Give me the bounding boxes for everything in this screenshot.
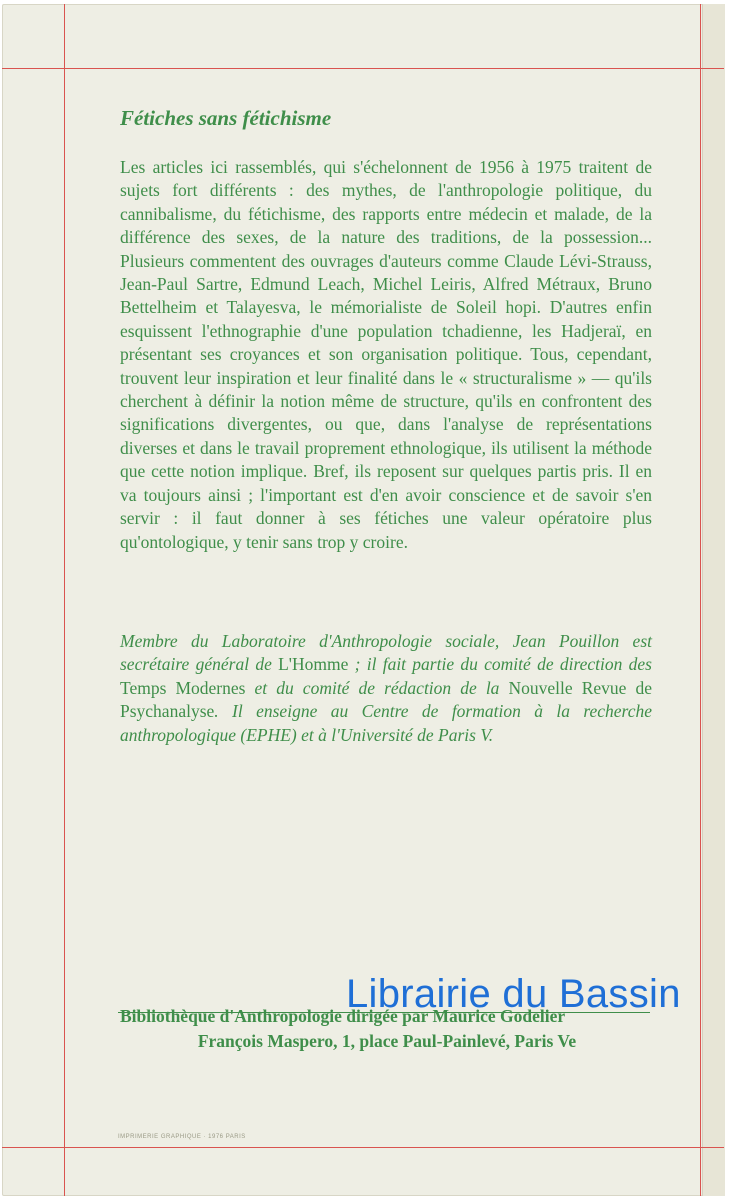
book-description: Les articles ici rassemblés, qui s'échelonnent de 1956 à 1975 traitent de sujets fort différents : des mythes, de l'anthropologie politique, du cannibalisme, du fétichisme, des rapports entre médecin et malade, de la différence des sexes, de la nature des traditions, de la possession... Plusieurs commentent des ouvrages d'auteurs comme Claude Lévi-Strauss, Jean-Paul Sartre, Edmund Leach, Michel Leiris, Alfred Métraux, Bruno Bettelheim et Talayesva, le mémorialiste de Soleil hopi. D'autres enfin esquissent l'ethnographie d'une population tchadienne, les Hadjeraï, en présentant ses croyances et son organisation politique. Tous, cependant, trouvent leur inspiration et leur finalité dans le « structuralisme » — qu'ils cherchent à définir la notion même de structure, qu'ils en confrontent des significations divergentes, ou que, dans l'analyse de représentations diverses et dans le travail proprement ethnologique, ils utilisent la méthode que cette notion implique. Bref, ils reposent sur quelques partis pris. Il en va toujours ainsi ; l'important est d'en avoir conscience et de savoir s'en servir : il faut donner à ses fétiches une valeur opératoire plus qu'ontologique, y tenir sans trop y croire.	[120, 157, 652, 552]
journal-name: Temps Modernes	[120, 677, 246, 698]
left-red-rule	[64, 4, 65, 1196]
book-title: Fétiches sans fétichisme	[120, 106, 332, 130]
author-bio-part1: Membre du Laboratoire d'Anthropologie sociale, Jean Pouillon est secrétaire général de	[120, 631, 652, 675]
journal-name: L'Homme	[278, 654, 349, 675]
author-bio-part4: . Il enseigne au Centre de formation à la recherche anthropologique (EPHE) et à l'Université de Paris V.	[120, 701, 652, 745]
printer-imprint: IMPRIMERIE GRAPHIQUE · 1976 PARIS	[118, 1134, 246, 1140]
series-name: Bibliothèque d'Anthropologie dirigée par Maurice Godelier	[120, 1006, 566, 1026]
top-red-rule	[2, 68, 724, 69]
journal-name: Nouvelle Revue de Psychanalyse	[120, 677, 653, 722]
cover-edge	[702, 4, 725, 1196]
bookshop-watermark: Librairie du Bassin	[346, 972, 681, 1016]
author-bio-part2: ; il fait partie du comité de direction des	[348, 654, 652, 675]
right-red-rule	[700, 4, 701, 1196]
author-bio	[120, 630, 652, 747]
author-bio-part3: et du comité de rédaction de la	[245, 677, 509, 698]
publisher-address: François Maspero, 1, place Paul-Painlevé, Paris Ve	[197, 1031, 577, 1051]
bottom-red-rule	[2, 1147, 724, 1148]
